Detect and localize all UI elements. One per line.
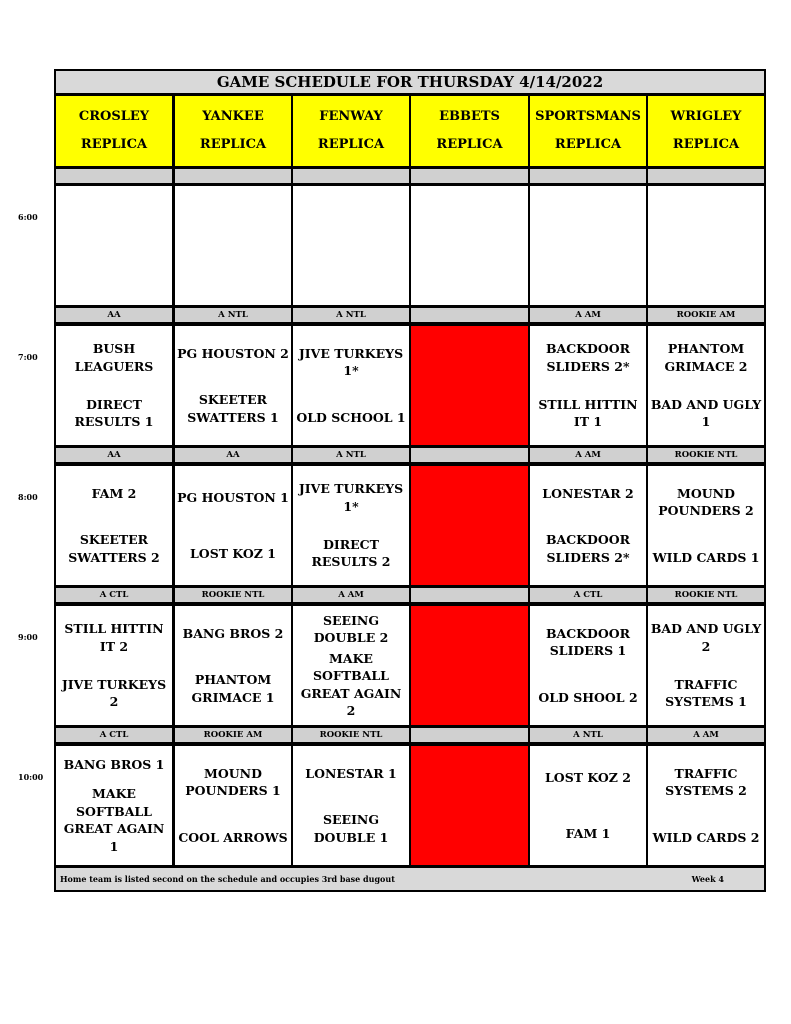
division-label: A CTL: [56, 588, 172, 602]
away-team: MOUND POUNDERS 1: [185, 765, 281, 799]
game-cell: [293, 466, 409, 585]
week-label: Week 4: [691, 874, 724, 884]
home-team: WILD CARDS 1: [652, 549, 760, 565]
division-label: ROOKIE AM: [175, 728, 291, 742]
away-team: LONESTAR 1: [305, 765, 397, 781]
home-team: BAD AND UGLY 1: [650, 396, 762, 430]
empty-slot: [293, 186, 409, 305]
closed-field-block: [411, 606, 528, 725]
division-label: A NTL: [530, 728, 646, 742]
empty-slot: [411, 186, 528, 305]
game-cell: [56, 466, 172, 585]
away-team: JIVE TURKEYS 1*: [298, 481, 404, 514]
game-cell: [175, 746, 291, 865]
home-team: COOL ARROWS: [178, 829, 288, 845]
header-band: [530, 169, 646, 183]
home-team: DIRECT RESULTS 2: [311, 536, 391, 570]
time-label: 6:00: [18, 212, 38, 222]
away-team: LOST KOZ 2: [545, 770, 631, 785]
home-team: MAKE SOFTBALL GREAT AGAIN 1: [63, 786, 165, 854]
division-label: ROOKIE NTL: [175, 588, 291, 602]
header-band: [293, 169, 409, 183]
footer-bar: [56, 868, 764, 890]
game-cell: [56, 606, 172, 725]
field-name: FENWAY: [319, 108, 383, 124]
game-cell: [56, 746, 172, 865]
header-band: [411, 169, 528, 183]
field-subtitle: REPLICA: [317, 136, 385, 152]
empty-slot: [56, 186, 172, 305]
footer-note: Home team is listed second on the schedule and occupies 3rd base dugout: [60, 874, 395, 884]
game-cell: [648, 606, 764, 725]
header-band: [648, 169, 764, 183]
home-team: MAKE SOFTBALL GREAT AGAIN 2: [300, 650, 402, 718]
home-team: LOST KOZ 1: [190, 545, 276, 561]
division-label: A CTL: [56, 728, 172, 742]
away-team: PG HOUSTON 1: [177, 490, 289, 505]
away-team: SEEING DOUBLE 2: [313, 612, 389, 645]
field-name: SPORTSMANS: [535, 108, 641, 124]
field-header-wrigley: [648, 96, 764, 166]
page-title: GAME SCHEDULE FOR THURSDAY 4/14/2022: [56, 71, 764, 93]
field-subtitle: REPLICA: [436, 136, 503, 152]
division-label: ROOKIE NTL: [648, 448, 764, 462]
closed-field-block: [411, 326, 528, 445]
away-team: BANG BROS 1: [63, 756, 165, 772]
game-cell: [293, 606, 409, 725]
home-team: DIRECT RESULTS 1: [74, 396, 154, 430]
away-team: FAM 2: [91, 485, 137, 501]
away-team: STILL HITTIN IT 2: [64, 621, 164, 654]
away-team: MOUND POUNDERS 2: [658, 485, 754, 519]
game-cell: [293, 746, 409, 865]
empty-slot: [648, 186, 764, 305]
field-header-fenway: [293, 96, 409, 166]
time-label: 8:00: [18, 492, 38, 502]
closed-field-block: [411, 466, 528, 585]
division-label: [411, 728, 528, 742]
away-team: BACKDOOR SLIDERS 2*: [545, 341, 631, 374]
game-cell: [648, 326, 764, 445]
field-subtitle: REPLICA: [672, 136, 740, 152]
away-team: LONESTAR 2: [542, 485, 634, 501]
empty-slot: [175, 186, 291, 305]
schedule-table: [54, 69, 766, 892]
home-team: SEEING DOUBLE 1: [313, 812, 389, 845]
home-team: PHANTOM GRIMACE 1: [191, 672, 275, 705]
game-cell: [175, 606, 291, 725]
away-team: BANG BROS 2: [182, 625, 284, 641]
game-cell: [648, 466, 764, 585]
away-team: BUSH LEAGUERS: [74, 341, 154, 374]
header-band: [175, 169, 291, 183]
field-header-ebbets: [411, 96, 528, 166]
division-label: AA: [56, 448, 172, 462]
game-cell: [175, 326, 291, 445]
game-cell: [293, 326, 409, 445]
closed-field-block: [411, 746, 528, 865]
home-team: STILL HITTIN IT 1: [538, 396, 638, 430]
field-header-crosley: [56, 96, 172, 166]
empty-slot: [530, 186, 646, 305]
division-label: A AM: [648, 728, 764, 742]
field-name: YANKEE: [202, 108, 264, 124]
away-team: PHANTOM GRIMACE 2: [664, 341, 748, 374]
home-team: BACKDOOR SLIDERS 2*: [545, 532, 631, 565]
home-team: WILD CARDS 2: [652, 829, 760, 845]
field-subtitle: REPLICA: [199, 136, 267, 152]
field-name: EBBETS: [439, 108, 500, 124]
division-label: A NTL: [175, 308, 291, 322]
field-name: CROSLEY: [78, 108, 150, 124]
away-team: JIVE TURKEYS 1*: [298, 345, 404, 379]
division-label: AA: [56, 308, 172, 322]
time-label: 10:00: [18, 772, 44, 782]
home-team: OLD SHOOL 2: [538, 689, 638, 705]
division-label: [411, 448, 528, 462]
division-label: A CTL: [530, 588, 646, 602]
home-team: FAM 1: [565, 825, 611, 841]
division-label: AA: [175, 448, 291, 462]
header-band: [56, 169, 172, 183]
away-team: BACKDOOR SLIDERS 1: [545, 625, 631, 659]
field-subtitle: REPLICA: [554, 136, 622, 152]
division-label: A AM: [530, 308, 646, 322]
away-team: BAD AND UGLY 2: [650, 621, 762, 654]
division-label: [411, 308, 528, 322]
field-subtitle: REPLICA: [80, 136, 148, 152]
time-label: 9:00: [18, 632, 38, 642]
division-label: ROOKIE NTL: [293, 728, 409, 742]
field-name: WRIGLEY: [670, 108, 742, 124]
away-team: TRAFFIC SYSTEMS 2: [665, 765, 747, 799]
field-header-yankee: [175, 96, 291, 166]
division-label: ROOKIE AM: [648, 308, 764, 322]
home-team: SKEETER SWATTERS 1: [187, 392, 279, 425]
home-team: SKEETER SWATTERS 2: [68, 532, 160, 565]
home-team: OLD SCHOOL 1: [296, 409, 406, 425]
division-label: A AM: [530, 448, 646, 462]
game-cell: [530, 466, 646, 585]
game-cell: [648, 746, 764, 865]
division-label: A NTL: [293, 448, 409, 462]
game-cell: [530, 326, 646, 445]
field-header-sportsmans: [530, 96, 646, 166]
division-label: A AM: [293, 588, 409, 602]
game-cell: [530, 746, 646, 865]
division-label: [411, 588, 528, 602]
home-team: TRAFFIC SYSTEMS 1: [665, 676, 747, 710]
time-label: 7:00: [18, 352, 38, 362]
home-team: JIVE TURKEYS 2: [61, 676, 167, 710]
game-cell: [56, 326, 172, 445]
game-cell: [175, 466, 291, 585]
division-label: ROOKIE NTL: [648, 588, 764, 602]
game-cell: [530, 606, 646, 725]
division-label: A NTL: [293, 308, 409, 322]
away-team: PG HOUSTON 2: [177, 345, 289, 361]
